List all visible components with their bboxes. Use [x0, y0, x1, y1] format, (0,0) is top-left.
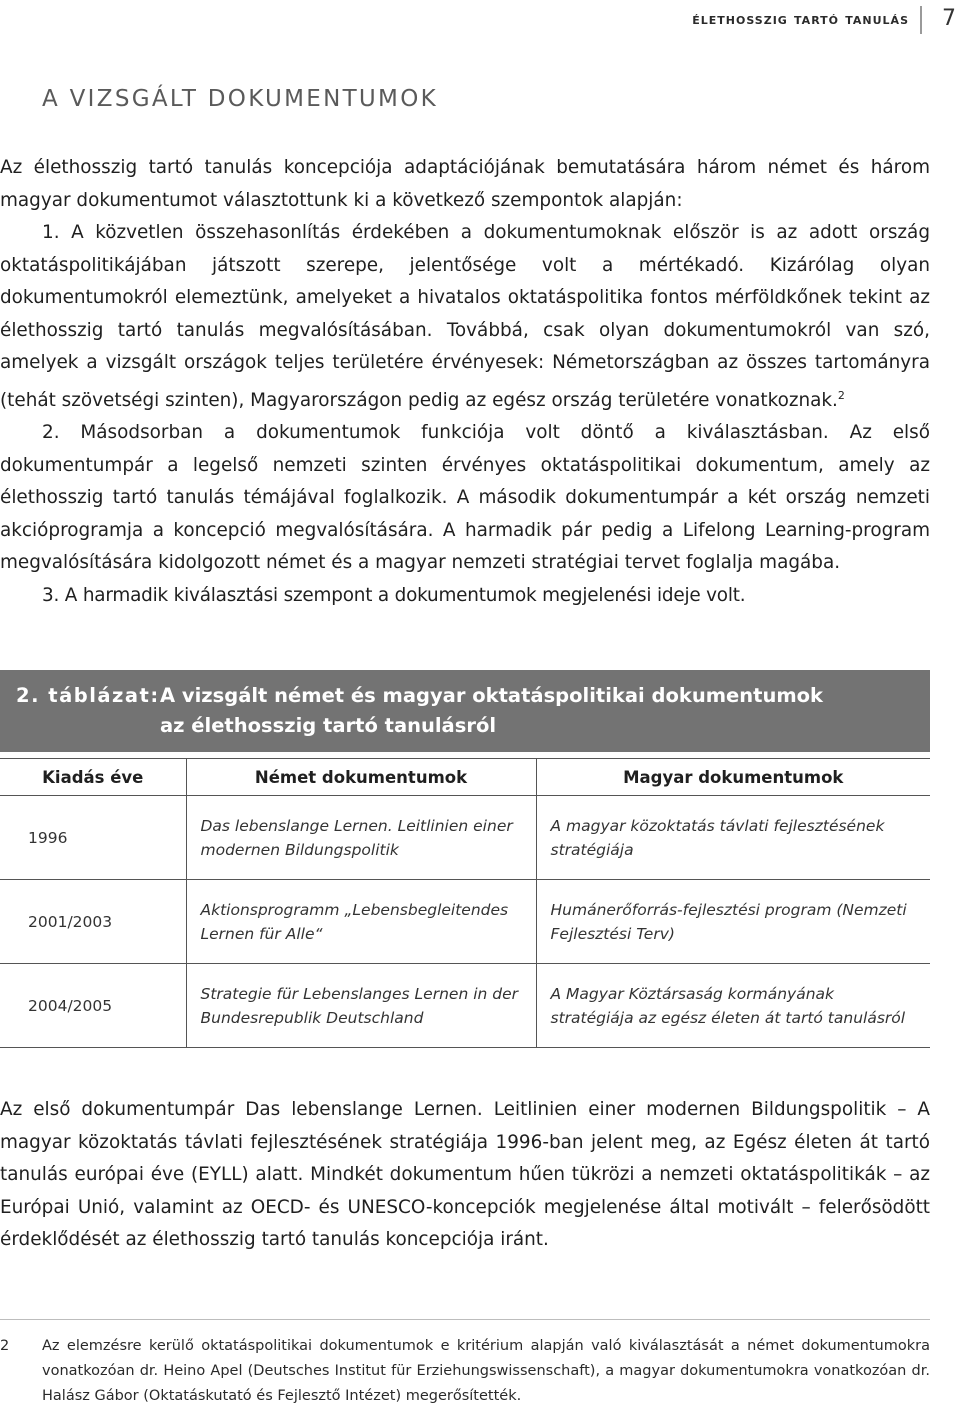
section-title: A VIZSGÁLT DOKUMENTUMOK	[42, 86, 438, 112]
cell-year: 1996	[0, 796, 186, 880]
table-caption-title-line-2: az élethosszig tartó tanulásról	[160, 714, 497, 737]
table-row	[0, 964, 930, 1048]
documents-table	[0, 758, 930, 1048]
running-title: élethosszig tartó tanulás	[692, 10, 909, 28]
header-divider	[920, 6, 922, 34]
closing-section	[0, 1094, 930, 1257]
running-header	[560, 4, 960, 36]
column-header-hungarian: Magyar dokumentumok	[536, 759, 930, 796]
footnote-text: Az elemzésre kerülő oktatáspolitikai dokumentumok e kritérium alapján való kiválasztását a német dokumentumokra vonatkozóan dr. Heino Apel (Deutsches Institut für Erziehungswissenschaft), a magyar dokumentumokra vonatkozóan dr. Halász Gábor (Oktatáskutató és Fejlesztő Intézet) megerősítették.	[42, 1338, 930, 1404]
table-caption-title-line-1: A vizsgált német és magyar oktatáspolitikai dokumentumok	[160, 684, 824, 707]
cell-hungarian-document: A magyar közoktatás távlati fejlesztésének stratégiája	[536, 796, 930, 880]
cell-hungarian-document: A Magyar Köztársaság kormányának stratégiája az egész életen át tartó tanulásról	[536, 964, 930, 1048]
intro-lead-paragraph: Az élethosszig tartó tanulás koncepciója adaptációjának bemutatására három német és három magyar dokumentumot választottunk ki a következő szempontok alapján:	[0, 157, 930, 211]
intro-section	[0, 152, 930, 612]
closing-paragraph: Az első dokumentumpár Das lebenslange Lernen. Leitlinien einer modernen Bildungspolitik – A magyar közoktatás távlati fejlesztésének stratégiája 1996-ban jelent meg, az Egész életen át tartó tanulás európai éve (EYLL) alatt. Mindkét dokumentum hűen tükrözi a nemzeti oktatáspolitikák – az Európai Unió, valamint az OECD- és UNESCO-koncepciók megjelenése által motivált – felerősödött érdeklődését az élethosszig tartó tanulás koncepciója iránt.	[0, 1099, 930, 1250]
criterion-2-paragraph: 2. Másodsorban a dokumentumok funkciója volt döntő a kiválasztásban. Az első dokumentumpár a legelső nemzeti szinten érvényes oktatáspolitikai dokumentum, amely az élethosszig tartó tanulás témájával foglalkozik. A második dokumentumpár a két ország nemzeti akcióprogramja a koncepció megvalósítására. A harmadik pár pedig a Lifelong Learning-program megvalósítására kidolgozott német és a magyar nemzeti stratégiai tervet foglalja magába.	[0, 422, 930, 574]
footnote-divider	[0, 1319, 930, 1320]
cell-hungarian-document: Humánerőforrás-fejlesztési program (Nemzeti Fejlesztési Terv)	[536, 880, 930, 964]
criterion-1-paragraph	[0, 217, 930, 417]
table-row	[0, 880, 930, 964]
footnote-number: 2	[0, 1338, 10, 1354]
footnote	[0, 1334, 930, 1409]
criterion-3-paragraph: 3. A harmadik kiválasztási szempont a dokumentumok megjelenési ideje volt.	[42, 584, 746, 606]
cell-german-document: Aktionsprogramm „Lebensbegleitendes Lernen für Alle“	[186, 880, 536, 964]
page-number: 7	[942, 6, 956, 31]
cell-german-document: Strategie für Lebenslanges Lernen in der Bundesrepublik Deutschland	[186, 964, 536, 1048]
column-header-german: Német dokumentumok	[186, 759, 536, 796]
table-row	[0, 796, 930, 880]
table-caption	[0, 670, 930, 752]
footnote-reference: 2	[837, 388, 845, 402]
table-header-row	[0, 759, 930, 796]
cell-year: 2004/2005	[0, 964, 186, 1048]
table-caption-label: 2. táblázat:	[16, 684, 160, 707]
cell-german-document: Das lebenslange Lernen. Leitlinien einer modernen Bildungspolitik	[186, 796, 536, 880]
cell-year: 2001/2003	[0, 880, 186, 964]
column-header-year: Kiadás éve	[0, 759, 186, 796]
criterion-1-text: 1. A közvetlen összehasonlítás érdekében a dokumentumoknak először is az adott ország oktatáspolitikájában játszott szerepe, jelentősége volt a mértékadó. Kizárólag olyan dokumentumokról elemeztünk, amelyeket a hivatalos oktatáspolitika fontos mérföldkőnek tekint az élethosszig tartó tanulás megvalósításában. Továbbá, csak olyan dokumentumokról van szó, amelyek a vizsgált országok teljes területére érvényesek: Németországban az összes tartományra (tehát szövetségi szinten), Magyarországon pedig az egész ország területére vonatkoznak.	[0, 222, 930, 411]
